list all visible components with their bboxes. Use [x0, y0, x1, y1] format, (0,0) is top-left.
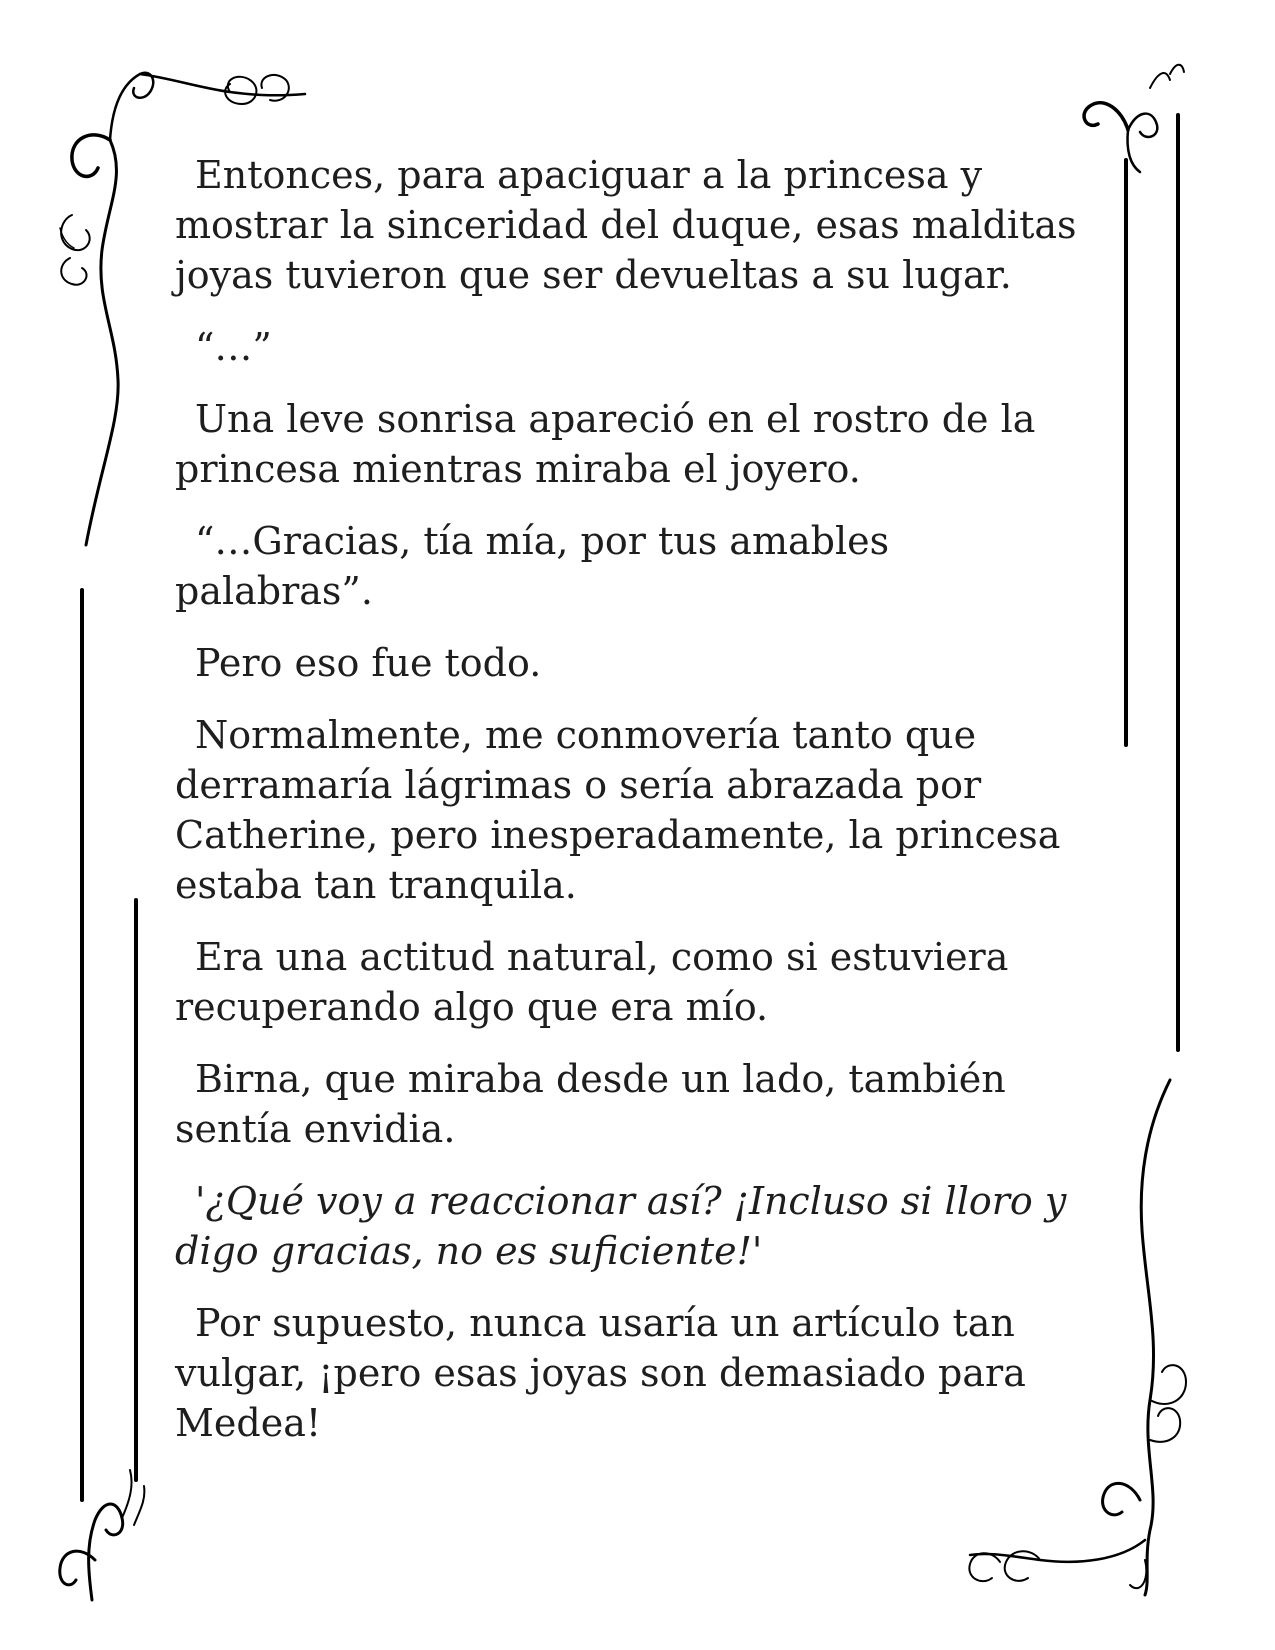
paragraph-1: Entonces, para apaciguar a la princesa y mostrar la sinceridad del duque, esas malditas joyas tuvieron que ser devueltas a su lugar.	[175, 153, 1077, 297]
paragraph-5: Pero eso fue todo.	[195, 641, 542, 685]
paragraph-6: Normalmente, me conmovería tanto que derramaría lágrimas o sería abrazada por Catherine, pero inesperadamente, la princesa estaba tan tranquila.	[175, 713, 1061, 907]
paragraph-2: “…”	[195, 325, 272, 369]
paragraph-7: Era una actitud natural, como si estuviera recuperando algo que era mío.	[175, 935, 1009, 1029]
paragraph-3: Una leve sonrisa apareció en el rostro de la princesa mientras miraba el joyero.	[175, 397, 1036, 491]
paragraph-9-thought: '¿Qué voy a reaccionar así? ¡Incluso si lloro y digo gracias, no es suficiente!'	[175, 1179, 1067, 1273]
body-text	[175, 150, 1090, 1470]
paragraph-10: Por supuesto, nunca usaría un artículo tan vulgar, ¡pero esas joyas son demasiado para Medea!	[175, 1301, 1026, 1445]
flourish-top-right	[1084, 65, 1184, 172]
paragraph-4: “…Gracias, tía mía, por tus amables palabras”.	[175, 519, 890, 613]
flourish-bottom-left	[60, 1470, 145, 1600]
paragraph-8: Birna, que miraba desde un lado, también sentía envidia.	[175, 1057, 1006, 1151]
